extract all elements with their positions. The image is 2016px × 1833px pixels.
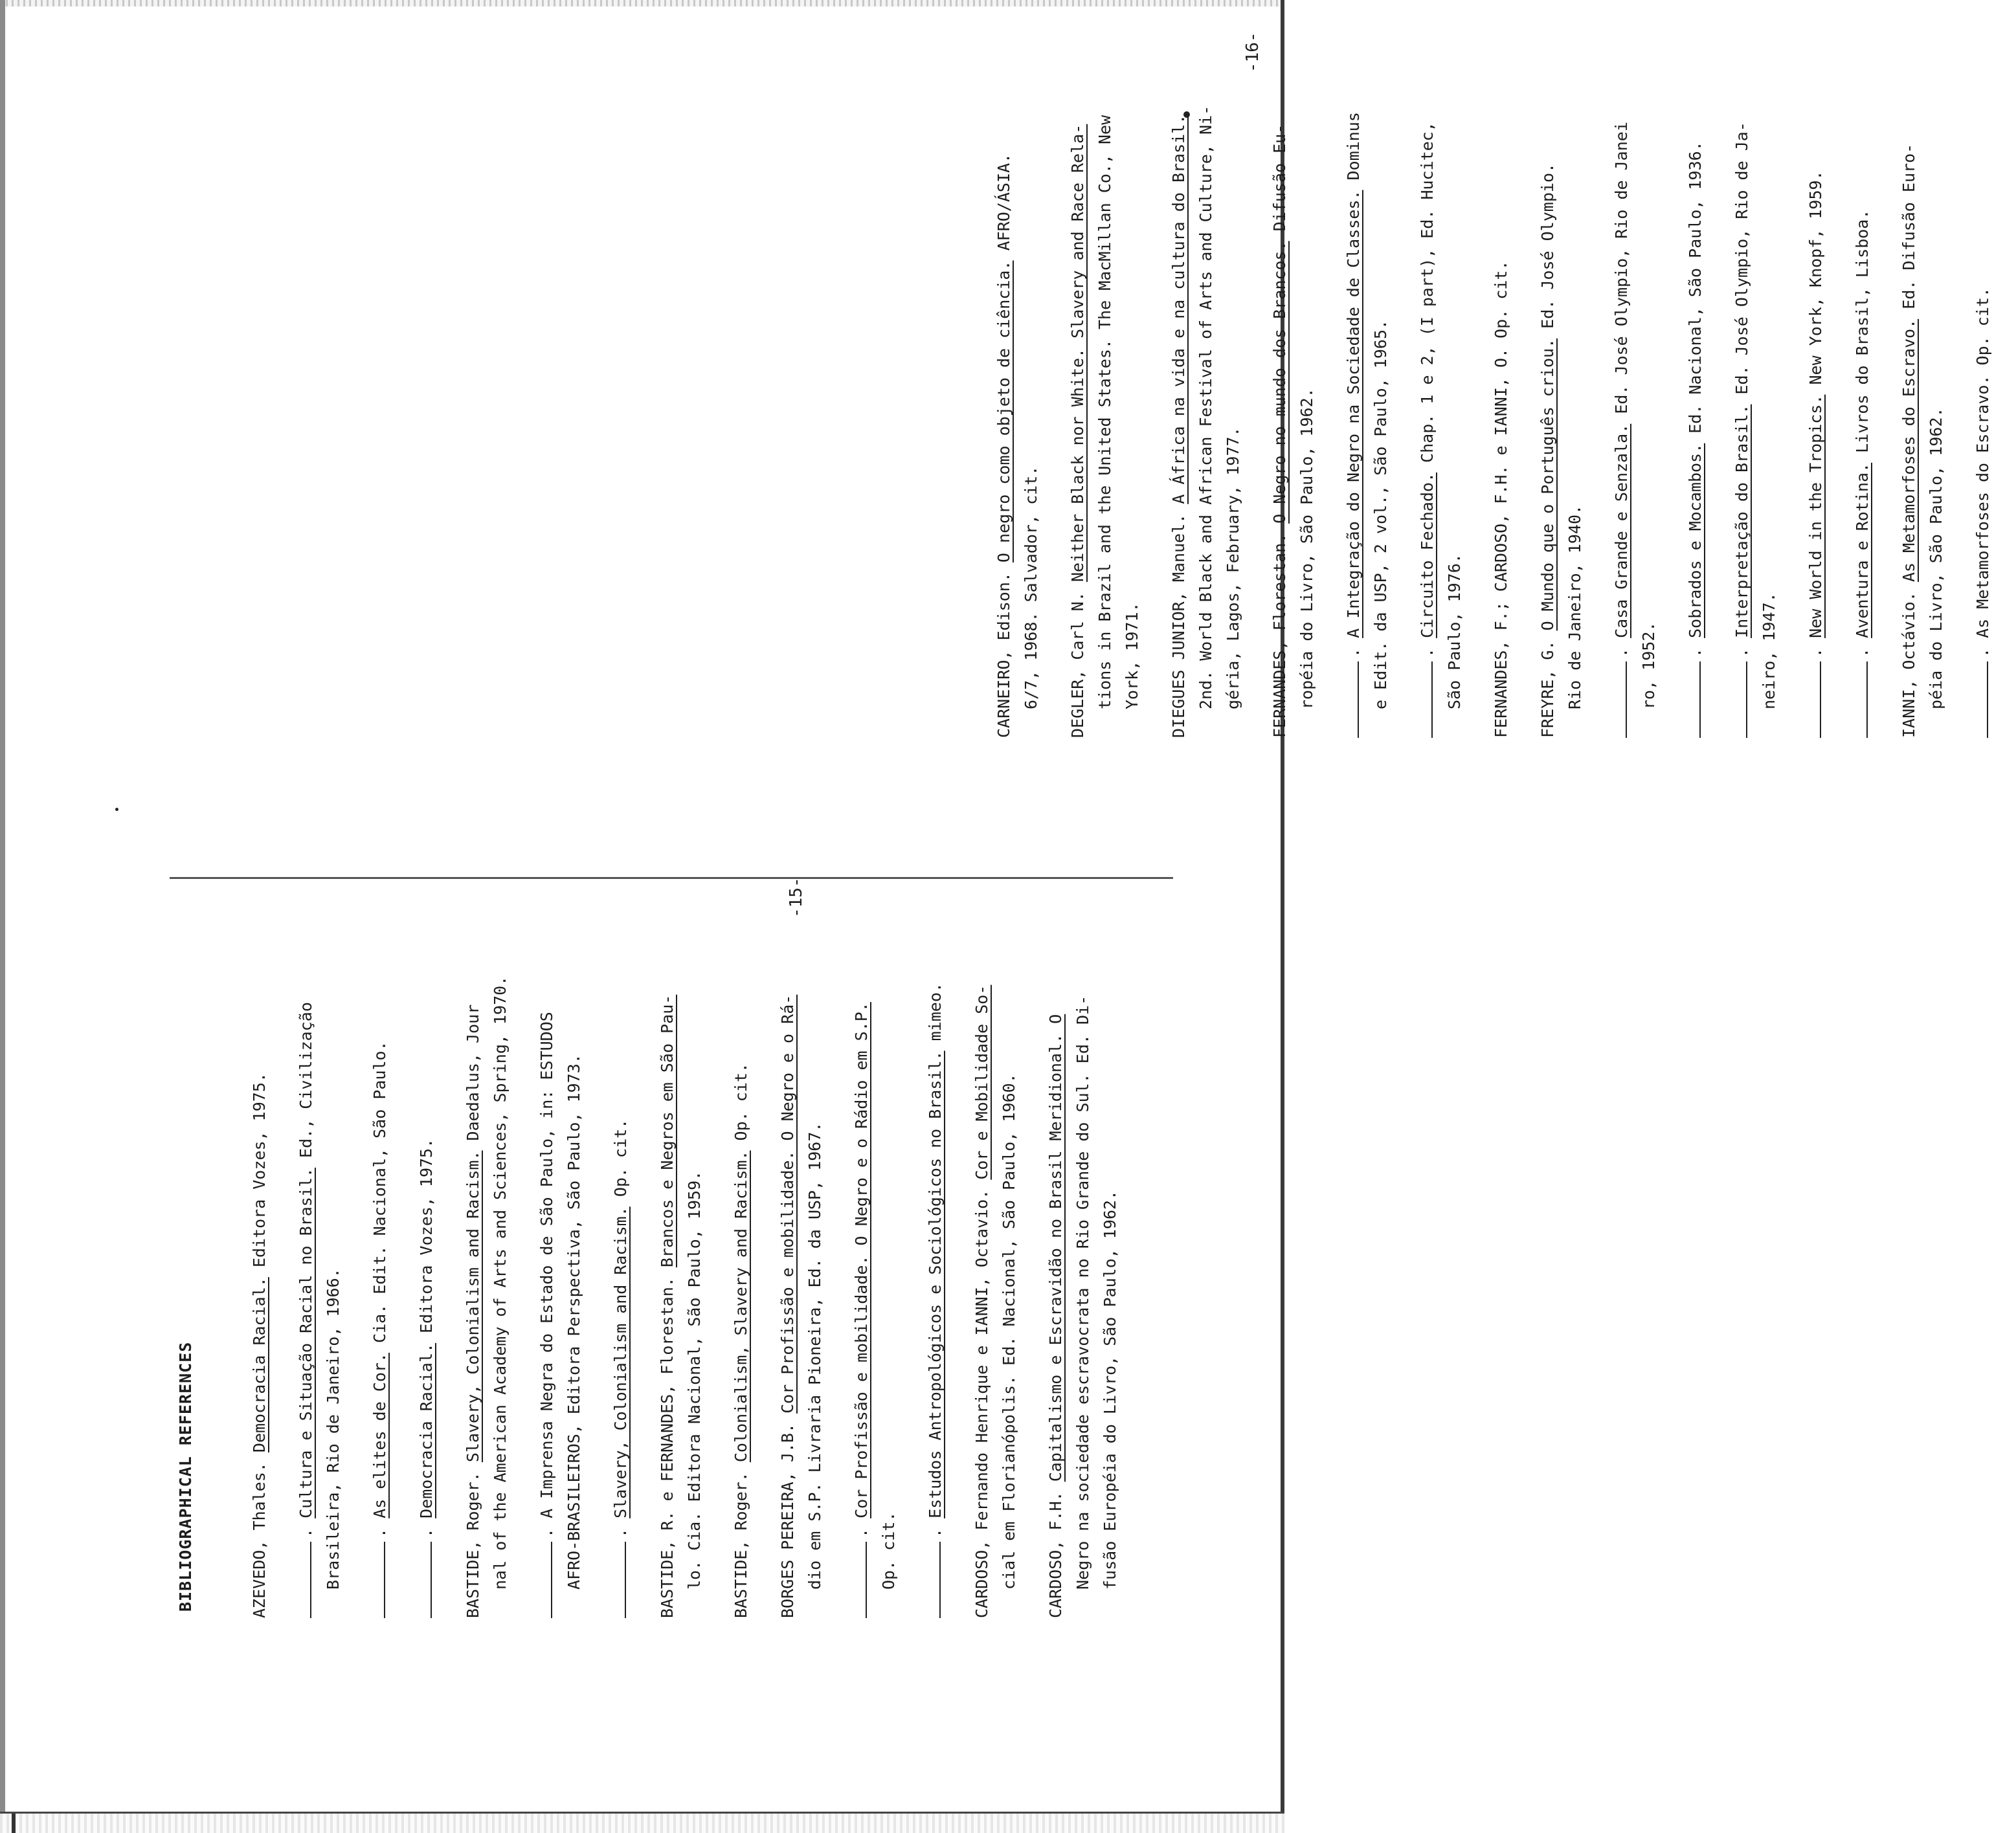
reference-publisher: Livros do Brasil, Lisboa. bbox=[1853, 209, 1872, 453]
reference-first-line bbox=[1064, 106, 1092, 738]
reference-continuation: cial em Florianópolis. Ed. Nacional, São Paulo, 1960. bbox=[1000, 1073, 1018, 1590]
repeat-author-line bbox=[1357, 661, 1359, 738]
reference-first-line bbox=[774, 976, 801, 1618]
reference-first-line bbox=[1682, 106, 1709, 738]
reference-publisher: Op. cit. bbox=[611, 1118, 630, 1197]
reference-entry bbox=[1042, 976, 1124, 1618]
reference-author: BASTIDE, Roger. bbox=[464, 1472, 482, 1618]
reference-publisher: Dominus bbox=[1344, 112, 1363, 181]
reference-title: Sobrados e Mocambos. bbox=[1686, 443, 1705, 638]
repeat-author-line bbox=[865, 1542, 867, 1618]
reference-title: Cor e Mobilidade So- bbox=[972, 984, 991, 1180]
reference-entry bbox=[774, 976, 829, 1618]
repeat-author-line bbox=[550, 1542, 552, 1618]
repeat-author-line bbox=[1986, 661, 1988, 738]
reference-entry bbox=[293, 976, 347, 1618]
reference-entry bbox=[1414, 106, 1468, 738]
reference-first-line bbox=[533, 976, 561, 1618]
reference-first-line bbox=[1729, 106, 1756, 738]
reference-author: DIEGUES JUNIOR, Manuel. bbox=[1169, 513, 1188, 738]
reference-continuation: York, 1971. bbox=[1123, 602, 1141, 709]
reference-continuation: fusão Européia do Livro, São Paulo, 1962. bbox=[1101, 1190, 1119, 1590]
repeat-author-line bbox=[1431, 661, 1433, 738]
reference-publisher: Editora Vozes, 1975. bbox=[250, 1072, 269, 1268]
reference-publisher: Ed. José Olympio, Rio de Janei bbox=[1612, 122, 1631, 414]
reference-entry bbox=[848, 976, 902, 1618]
repeat-author-line bbox=[1819, 661, 1821, 738]
reference-publisher: A Imprensa Negra do Estado de São Paulo, in: ESTUDOS bbox=[537, 1012, 556, 1518]
reference-entry bbox=[607, 976, 634, 1618]
reference-entry bbox=[1165, 106, 1247, 738]
reference-continuation: péia do Livro, São Paulo, 1962. bbox=[1927, 407, 1945, 709]
reference-entry bbox=[366, 976, 394, 1618]
reference-first-line bbox=[607, 976, 634, 1618]
reference-publisher: Cia. Edit. Nacional, São Paulo. bbox=[370, 1041, 389, 1343]
repeat-author-line bbox=[1866, 661, 1868, 738]
reference-author: . bbox=[417, 1528, 436, 1538]
reference-publisher: Editora Vozes, 1975. bbox=[417, 1138, 436, 1333]
reference-author: . bbox=[611, 1528, 630, 1538]
reference-title: O Negro no mundo dos Brancos. bbox=[1270, 241, 1289, 524]
reference-author: . bbox=[297, 1528, 315, 1538]
reference-title: Interpretação do Brasil. bbox=[1732, 404, 1751, 638]
reference-title: O Mundo que o Português criou. bbox=[1538, 338, 1557, 631]
reference-author: . bbox=[1344, 647, 1363, 658]
reference-title: Casa Grande e Senzala. bbox=[1612, 423, 1631, 638]
reference-author: . bbox=[370, 1528, 389, 1538]
repeat-author-line bbox=[383, 1542, 385, 1618]
reference-first-line bbox=[848, 976, 875, 1618]
reference-entry bbox=[1488, 106, 1515, 738]
reference-continuation: neiro, 1947. bbox=[1760, 592, 1778, 709]
reference-entry bbox=[1849, 106, 1876, 738]
reference-first-line bbox=[1165, 106, 1193, 738]
reference-first-line bbox=[366, 976, 394, 1618]
speck bbox=[115, 808, 118, 811]
reference-first-line bbox=[1896, 106, 1923, 738]
reference-continuation: 2nd. World Black and African Festival of Arts and Culture, Ni- bbox=[1196, 105, 1215, 709]
reference-publisher: Ed. José Olympio. bbox=[1538, 162, 1557, 329]
reference-continuation: Brasileira, Rio de Janeiro, 1966. bbox=[324, 1268, 342, 1590]
reference-publisher: mimeo. bbox=[926, 983, 945, 1041]
reference-author: BORGES PEREIRA, J.B. bbox=[778, 1423, 797, 1618]
reference-author: AZEVEDO, Thales. bbox=[250, 1462, 269, 1618]
reference-continuation: São Paulo, 1976. bbox=[1445, 553, 1464, 709]
reference-publisher: Ed. Nacional, São Paulo, 1936. bbox=[1686, 141, 1705, 434]
reference-author: . bbox=[1418, 647, 1437, 658]
reference-entry bbox=[922, 976, 949, 1618]
reference-title: O negro como objeto de ciência. bbox=[994, 260, 1013, 563]
repeat-author-line bbox=[309, 1542, 311, 1618]
reference-author: . bbox=[1612, 647, 1631, 658]
reference-title: A Integração do Negro na Sociedade de Classes. bbox=[1344, 190, 1363, 638]
reference-continuation: ropéia do Livro, São Paulo, 1962. bbox=[1297, 388, 1316, 709]
reference-title: Slavery, Colonialism and Racism. bbox=[464, 1150, 482, 1463]
reference-continuation: ro, 1952. bbox=[1639, 621, 1658, 709]
reference-publisher: Daedalus, Jour bbox=[464, 1004, 482, 1141]
page-divider bbox=[170, 877, 1173, 879]
reference-entry bbox=[1729, 106, 1783, 738]
reference-title: Cultura e Situação Racial no Brasil. bbox=[297, 1168, 315, 1518]
reference-continuation: nal of the American Academy of Arts and Sciences, Spring, 1970. bbox=[491, 975, 510, 1590]
reference-first-line bbox=[1969, 106, 1997, 738]
reference-first-line bbox=[1488, 106, 1515, 738]
repeat-author-line bbox=[939, 1542, 941, 1618]
reference-first-line bbox=[1414, 106, 1441, 738]
reference-publisher: Ed. José Olympio, Rio de Ja- bbox=[1732, 122, 1751, 395]
reference-publisher: AFRO/ÁSIA. bbox=[994, 153, 1013, 251]
reference-title: New World in the Tropics. bbox=[1806, 394, 1825, 638]
reference-entry bbox=[1534, 106, 1589, 738]
reference-continuation: AFRO-BRASILEIROS, Editora Perspectiva, São Paulo, 1973. bbox=[565, 1054, 583, 1590]
left-page-references bbox=[246, 976, 1143, 1618]
reference-author: BASTIDE, R. e FERNANDES, Florestan. bbox=[658, 1277, 677, 1618]
reference-publisher: As Metamorfoses do Escravo. Op. cit. bbox=[1973, 287, 1992, 638]
reference-title: As Metamorfoses do Escravo. bbox=[1899, 318, 1918, 583]
reference-author: FERNANDES, F.; CARDOSO, F.H. e IANNI, O. bbox=[1492, 348, 1510, 738]
scan-edge-top bbox=[0, 0, 1284, 6]
reference-first-line bbox=[460, 976, 487, 1618]
reference-author: IANNI, Octávio. bbox=[1899, 592, 1918, 738]
reference-first-line bbox=[1849, 106, 1876, 738]
reference-entry bbox=[1608, 106, 1663, 738]
repeat-author-line bbox=[624, 1542, 626, 1618]
reference-first-line bbox=[969, 976, 996, 1618]
reference-first-line bbox=[654, 976, 681, 1618]
reference-continuation: Op. cit. bbox=[879, 1511, 898, 1590]
reference-entry bbox=[1340, 106, 1394, 738]
reference-title: As elites de Cor. bbox=[370, 1353, 389, 1518]
reference-title: Democracia Racial. bbox=[417, 1342, 436, 1518]
reference-title: Slavery, Colonialism and Racism. bbox=[611, 1206, 630, 1518]
reference-publisher: Ed., Civilização bbox=[297, 1002, 315, 1158]
repeat-author-line bbox=[1625, 661, 1627, 738]
reference-author: FERNANDES, Florestan. bbox=[1270, 533, 1289, 738]
reference-title: Neither Black nor White. Slavery and Race Rela- bbox=[1068, 124, 1087, 583]
reference-continuation: e Edit. da USP, 2 vol., São Paulo, 1965. bbox=[1371, 319, 1390, 709]
reference-entry bbox=[533, 976, 588, 1618]
reference-entry bbox=[1969, 106, 1997, 738]
scan-edge-bottom bbox=[0, 1812, 1284, 1833]
reference-continuation: 6/7, 1968. Salvador, cit. bbox=[1022, 465, 1040, 709]
reference-title: Colonialism, Slavery and Racism. bbox=[732, 1150, 750, 1463]
reference-publisher: Difusão Eu- bbox=[1270, 124, 1289, 232]
repeat-author-line bbox=[1745, 661, 1747, 738]
reference-entry bbox=[991, 106, 1045, 738]
reference-entry bbox=[728, 976, 755, 1618]
reference-author: DEGLER, Carl N. bbox=[1068, 592, 1087, 738]
reference-author: CARDOSO, F.H. bbox=[1046, 1491, 1065, 1618]
reference-author: . bbox=[1853, 647, 1872, 658]
repeat-author-line bbox=[1699, 661, 1701, 738]
reference-first-line bbox=[246, 976, 273, 1618]
reference-author: . bbox=[537, 1528, 556, 1538]
scan-edge-mark bbox=[12, 1814, 16, 1833]
reference-author: . bbox=[1686, 647, 1705, 658]
reference-first-line bbox=[1042, 976, 1070, 1618]
reference-title: Capitalismo e Escravidão no Brasil Meridional. O bbox=[1046, 1014, 1065, 1482]
reference-author: CARDOSO, Fernando Henrique e IANNI, Octavio. bbox=[972, 1189, 991, 1618]
reference-continuation: Rio de Janeiro, 1940. bbox=[1565, 504, 1584, 709]
reference-continuation: géria, Lagos, February, 1977. bbox=[1224, 427, 1242, 709]
reference-title: Brancos e Negros em São Pau- bbox=[658, 994, 677, 1268]
reference-publisher: Chap. 1 e 2, (I part), Ed. Hucitec, bbox=[1418, 122, 1437, 463]
reference-title: A África na vida e na cultura do Brasil. bbox=[1169, 114, 1188, 504]
reference-title: Cor Profissão e mobilidade. O Negro e o Rádio em S.P. bbox=[852, 1002, 871, 1518]
reference-first-line bbox=[922, 976, 949, 1618]
reference-publisher: Op. cit. bbox=[732, 1063, 750, 1141]
reference-author: . bbox=[1973, 647, 1992, 658]
reference-publisher: New York, Knopf, 1959. bbox=[1806, 170, 1825, 385]
reference-title: Democracia Racial. bbox=[250, 1277, 269, 1453]
reference-entry bbox=[1266, 106, 1321, 738]
reference-entry bbox=[654, 976, 708, 1618]
reference-first-line bbox=[728, 976, 755, 1618]
repeat-author-line bbox=[430, 1542, 432, 1618]
reference-first-line bbox=[1534, 106, 1562, 738]
reference-first-line bbox=[1802, 106, 1830, 738]
reference-first-line bbox=[1340, 106, 1367, 738]
reference-first-line bbox=[991, 106, 1018, 738]
reference-first-line bbox=[413, 976, 440, 1618]
right-page-references bbox=[991, 106, 2016, 738]
reference-author: . bbox=[852, 1528, 871, 1538]
reference-author: . bbox=[926, 1528, 945, 1538]
reference-entry bbox=[413, 976, 440, 1618]
reference-author: . bbox=[1732, 647, 1751, 658]
reference-author: FREYRE, G. bbox=[1538, 640, 1557, 738]
reference-title: Estudos Antropológicos e Sociológicos no Brasil. bbox=[926, 1050, 945, 1518]
bibliography-heading: BIBLIOGRAPHICAL REFERENCES bbox=[176, 1341, 195, 1612]
reference-author: BASTIDE, Roger. bbox=[732, 1472, 750, 1618]
reference-entry bbox=[969, 976, 1023, 1618]
reference-publisher: Ed. Difusão Euro- bbox=[1899, 143, 1918, 309]
reference-title: Circuito Fechado. bbox=[1418, 472, 1437, 638]
reference-entry bbox=[1896, 106, 1950, 738]
reference-title: Aventura e Rotina. bbox=[1853, 462, 1872, 638]
reference-continuation: Negro na sociedade escravocrata no Rio Grande do Sul. Ed. Di- bbox=[1073, 995, 1092, 1590]
reference-publisher: Op. cit. bbox=[1492, 260, 1510, 339]
reference-entry bbox=[1802, 106, 1830, 738]
reference-first-line bbox=[1266, 106, 1294, 738]
reference-continuation: lo. Cia. Editora Nacional, São Paulo, 1959. bbox=[685, 1170, 704, 1590]
reference-title: Cor Profissão e mobilidade. O Negro e o Rá- bbox=[778, 994, 797, 1414]
page-number-right: -16- bbox=[1243, 32, 1262, 72]
reference-first-line bbox=[293, 976, 320, 1618]
reference-entry bbox=[1064, 106, 1146, 738]
reference-first-line bbox=[1608, 106, 1635, 738]
reference-entry bbox=[460, 976, 514, 1618]
page-number-left: -15- bbox=[787, 877, 806, 918]
reference-entry bbox=[1682, 106, 1709, 738]
reference-continuation: dio em S.P. Livraria Pioneira, Ed. da USP, 1967. bbox=[805, 1122, 824, 1590]
reference-entry bbox=[246, 976, 273, 1618]
reference-continuation: tions in Brazil and the United States. The MacMillan Co., New bbox=[1095, 115, 1114, 709]
reference-author: . bbox=[1806, 647, 1825, 658]
reference-author: CARNEIRO, Edison. bbox=[994, 572, 1013, 738]
scan-edge-left bbox=[0, 0, 5, 1833]
